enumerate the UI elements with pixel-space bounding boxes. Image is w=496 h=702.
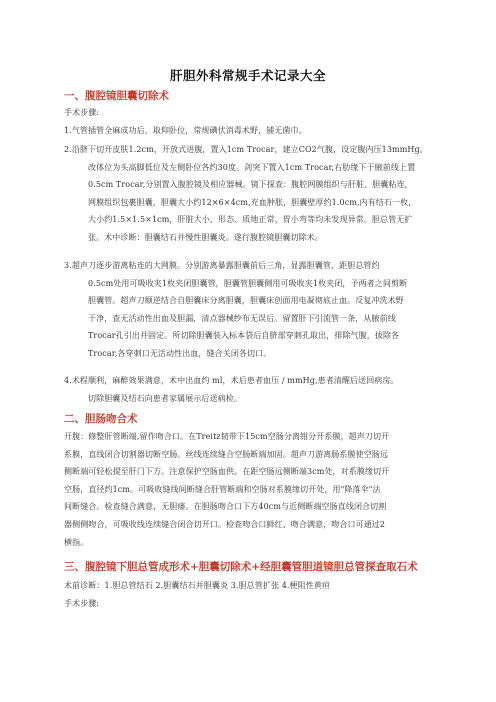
text-line: 网膜组织包裹胆囊，胆囊大小约12×6×4cm,充血肿胀，胆囊壁厚约1.0cm,内有结石一枚， [88, 197, 417, 207]
text-line: 4.术程顺利，麻醉效果满意，术中出血约 ml，术后患者血压 / mmHg,患者清醒后送回病房。 [64, 376, 399, 385]
text-line: 0.5cm Trocar,分别置入腹腔镜及相应器械。镜下探查：腹腔网膜组织与肝脏、胆囊粘连， [88, 180, 413, 190]
paragraph-anastomosis [64, 428, 436, 551]
paragraph-step-2 [64, 141, 436, 247]
paragraph-step-4 [64, 372, 436, 407]
text-line: Trocar孔引出并固定。所切除胆囊装入标本袋后自脐部穿刺孔取出，排除气腹，拔除各 [88, 331, 400, 341]
text-line: 器侧侧吻合，可吸收线连续缝合闭合切开口。检查吻合口鲜红、吻合满意，吻合口可通过2 [64, 519, 386, 529]
paragraph-steps-label-3 [64, 595, 436, 613]
text-line: 胆囊管。超声刀顺逆结合自胆囊床分离胆囊，胆囊床创面用电凝彻底止血。反复冲洗术野 [88, 296, 404, 306]
section-heading-3: 三、腹腔镜下胆总管成形术+胆囊切除术+经胆囊管胆道镜胆总管探查取石术 [64, 561, 418, 573]
text-line: 横指。 [64, 537, 89, 547]
section-heading-1: 一、腹腔镜胆囊切除术 [64, 90, 169, 102]
text-line: 切除胆囊及结石向患者家属展示后送病检。 [88, 393, 242, 403]
text-line: 手术步骤: [64, 599, 100, 608]
text-line: 术前诊断：1.胆总管结石 2.胆囊结石并胆囊炎 3.胆总管扩张 4.梗阻性黄疸 [64, 581, 331, 590]
document-title: 肝胆外科常规手术记录大全 [169, 68, 326, 83]
text-line: 间断缝合。检查缝合满意，无胆瘘。在胆肠吻合口下方40cm与近侧断端空肠直线闭合切割 [64, 502, 387, 512]
text-line: 侧断端可轻松提至肝门下方。注意保护空肠血供。在距空肠远侧断端3cm处，对系膜缘切开 [64, 467, 390, 477]
text-line: 2.沿脐下切开皮肤1.2cm，开放式进腹，置入1cm Trocar，建立CO2气腹，设定腹内压13mmHg。 [64, 145, 428, 154]
text-line: 系膜，直线闭合切割器切断空肠。丝线连续缝合空肠断端加固。超声刀游离肠系膜使空肠远 [64, 449, 388, 459]
text-line: 改体位为头高脚低位及左侧卧位各约30度。剑突下置入1cm Trocar,右肋缘下于腋前线上置 [88, 162, 416, 172]
text-line: 空肠，直径约1cm。可吸收缝线间断缝合肝管断端和空肠对系膜缘切开处，用"降落伞"法 [64, 484, 381, 494]
text-line: 3.超声刀逐步游离粘连的大网膜。分别游离暴露胆囊前后三角，显露胆囊管，距胆总管约 [64, 261, 380, 270]
section-heading-2: 二、胆肠吻合术 [64, 413, 138, 425]
paragraph-step-3 [64, 257, 436, 363]
paragraph-steps-label-1 [64, 104, 436, 122]
paragraph-step-1 [64, 122, 436, 140]
text-line: 手术步骤: [64, 108, 100, 117]
text-line: 1.气管插管全麻成功后，取仰卧位，常规碘伏消毒术野，铺无菌巾。 [64, 126, 307, 135]
text-line: 0.5cm处用可吸收夹1枚夹闭胆囊管，胆囊管胆囊侧用可吸收夹1枚夹闭，予两者之间剪断 [88, 278, 408, 288]
text-line: 开腹：修整肝管断端,留作吻合口。在Treitz韧带下15cm空肠分离钳分开系膜，超声刀切开 [64, 432, 390, 441]
text-line: 张。术中诊断：胆囊结石并慢性胆囊炎。遂行腹腔镜胆囊切除术。 [88, 232, 323, 242]
text-line: 大小约1.5×1.5×1cm，肝脏大小、形态、质地正常，胃小弯等均未发现异常。胆总管无扩 [88, 215, 413, 225]
text-line: 干净，查无活动性出血及胆漏，清点器械纱布无误后。留置肝下引流管一条，从腋前线 [88, 313, 396, 323]
paragraph-preop-diagnosis [64, 577, 436, 595]
text-line: Trocar,各穿刺口无活动性出血，缝合关闭各切口。 [88, 348, 272, 358]
